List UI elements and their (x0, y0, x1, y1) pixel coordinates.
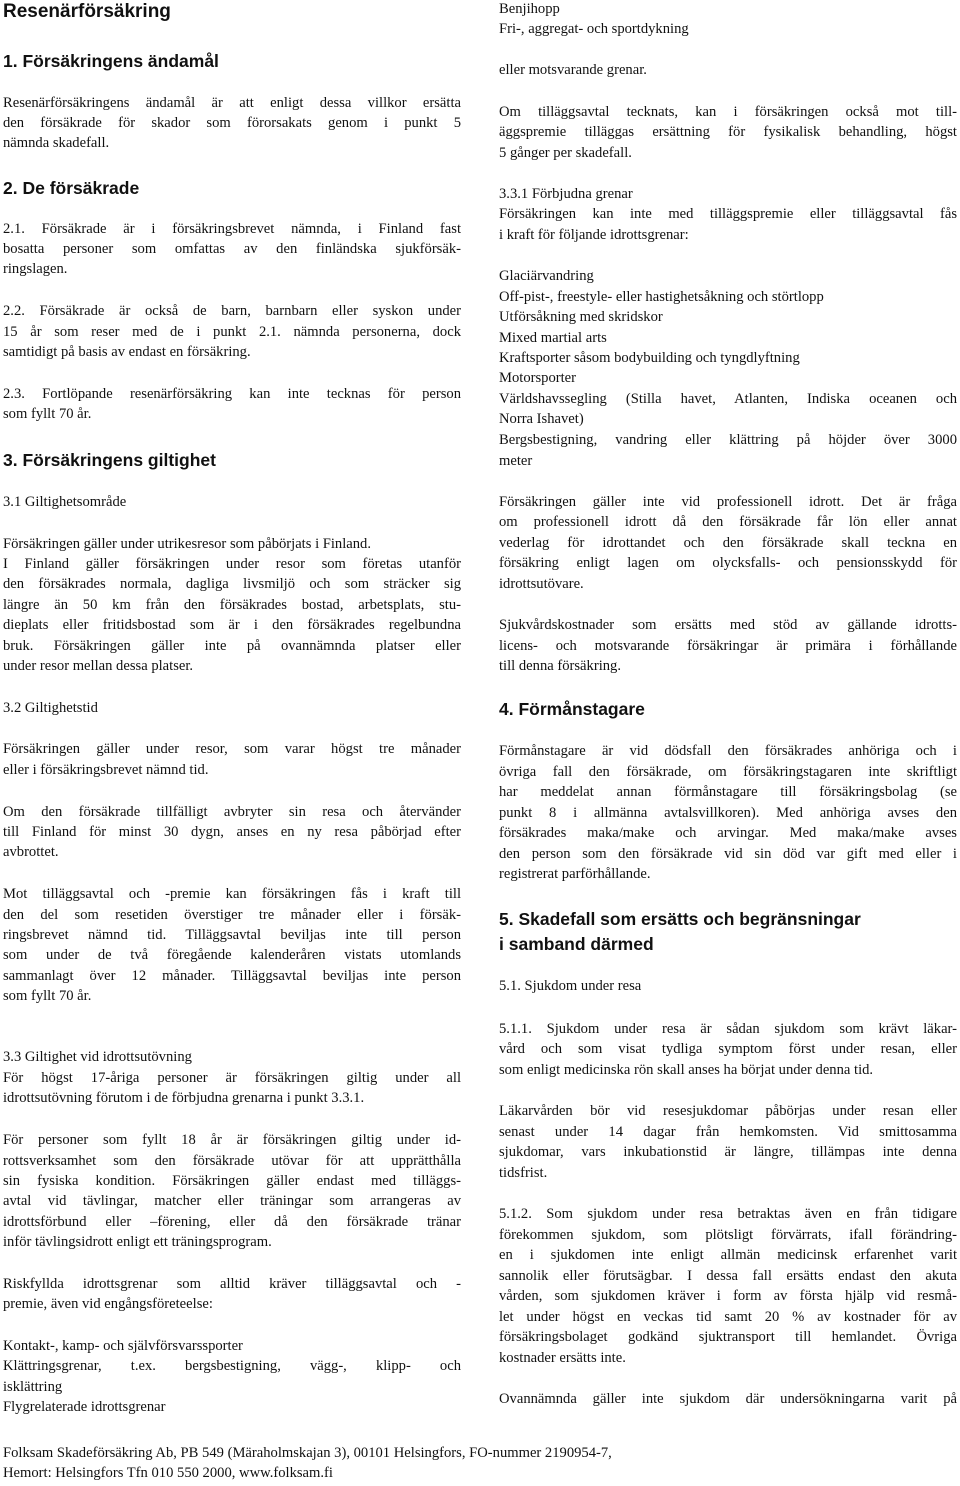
text-line: bosatta personer som omfattas av den finländska sjukförsäk- (3, 241, 461, 257)
text-line: 2.1. Försäkrade är i försäkringsbrevet nämnda, i Finland fast (3, 221, 461, 237)
text-line: 5.1.1. Sjukdom under resa är sådan sjukdom som krävt läkar- (499, 1021, 957, 1037)
text-line: om professionell idrott då den försäkrade får lön eller annat (499, 514, 957, 530)
text-line: som under de två föregående kalenderåren vistats utomlands (3, 947, 461, 963)
text-line: den person som den försäkrade vid sin död var gift med eller i (499, 846, 957, 862)
text-line: vederlag för idrottandet och den försäkrade skall teckna en (499, 535, 957, 551)
text-line: sin fysiska kondition. Försäkringen gäller endast med tilläggs- (3, 1173, 461, 1189)
text-line: Kraftsporter såsom bodybuilding och tyngdlyftning (499, 350, 800, 366)
text-line: Sjukvårdskostnader som ersätts med stöd av gällande idrotts- (499, 617, 957, 633)
text-line: bruk. Försäkringen gäller inte på ovannämnda platser eller (3, 638, 461, 654)
section-heading: 3. Försäkringens giltighet (3, 450, 216, 470)
text-line: Resenärförsäkringens ändamål är att enligt dessa villkor ersätta (3, 95, 461, 111)
text-line: Norra Ishavet) (499, 411, 584, 427)
text-line: 5 gånger per skadefall. (499, 145, 632, 161)
text-line: Kontakt-, kamp- och självförsvarssporter (3, 1338, 243, 1354)
text-line: under resor mellan dessa platser. (3, 658, 194, 674)
text-line: eller i försäkringsbrevet nämnd tid. (3, 762, 209, 778)
text-line: I Finland gäller försäkringen under resor som företas utanför (3, 556, 461, 572)
text-line: ringslagen. (3, 261, 68, 277)
text-line: punkt 8 i allmänna avtalsvillkoren). Med anhöriga avses den (499, 805, 957, 821)
text-line: Försäkringen kan inte med tilläggspremie eller tilläggsavtal fås (499, 206, 957, 222)
text-line: den del som resetiden överstiger tre månader eller i försäk- (3, 907, 461, 923)
section-heading: 4. Förmånstagare (499, 699, 645, 719)
text-line: som fyllt 70 år. (3, 988, 92, 1004)
text-line: eller motsvarande grenar. (499, 62, 647, 78)
text-line: i kraft för följande idrottsgrenar: (499, 227, 689, 243)
text-line: För högst 17-åriga personer är försäkringen giltig under all (3, 1070, 461, 1086)
section-heading: 2. De försäkrade (3, 178, 140, 198)
text-line: Flygrelaterade idrottsgrenar (3, 1399, 166, 1415)
text-line: Klättringsgrenar, t.ex. bergsbestigning, vägg-, klipp- och (3, 1358, 461, 1374)
text-line: Om den försäkrade tillfälligt avbryter sin resa och återvänder (3, 804, 461, 820)
text-line: Riskfyllda idrottsgrenar som alltid kräver tilläggsavtal och - (3, 1276, 461, 1292)
text-line: För personer som fyllt 18 år är försäkringen giltig under id- (3, 1132, 461, 1148)
text-line: som fyllt 70 år. (3, 406, 92, 422)
text-line: 2.2. Försäkrade är också de barn, barnbarn eller syskon under (3, 303, 461, 319)
section-heading: Resenärförsäkring (3, 1, 171, 22)
text-line: längre än 50 km från den försäkrades bostad, arbetsplats, stu- (3, 597, 461, 613)
text-line: rottsverksamhet som den försäkrade utövar för att upprätthålla (3, 1153, 461, 1169)
text-line: samtidigt på basis av endast en försäkring. (3, 344, 251, 360)
text-line: registrerat parförhållande. (499, 866, 651, 882)
text-line: förekommen sjukdom, som plötsligt förvärrats, ifall förändring- (499, 1227, 957, 1243)
section-heading: 1. Försäkringens ändamål (3, 51, 219, 71)
text-line: sannolik eller förutsägbar. I dessa fall ersätts endast den akuta (499, 1268, 957, 1284)
text-line: avbrottet. (3, 844, 59, 860)
text-line: till denna försäkring. (499, 658, 621, 674)
text-line: Utförsåkning med skridskor (499, 309, 663, 325)
text-line: 15 år som reser med de i punkt 2.1. nämnda personerna, dock (3, 324, 461, 340)
text-line: övriga fall den försäkrade, om försäkringstagaren inte skriftligt (499, 764, 957, 780)
text-line: dieplats eller fritidsbostad som är i den försäkrades regelbundna (3, 617, 461, 633)
text-line: försäkringsbolaget godkänd sjuktransport till hemlandet. Övriga (499, 1329, 957, 1345)
text-line: vård och som visat tydliga symptom först under resan, eller (499, 1041, 957, 1057)
text-line: 3.1 Giltighetsområde (3, 494, 127, 510)
text-line: vården, som sjukdomen kräver i form av första hjälp vid resmå- (499, 1288, 957, 1304)
text-line: idrottsutövare. (499, 576, 584, 592)
section-heading: 5. Skadefall som ersätts och begränsningar (499, 909, 861, 929)
text-line: Off-pist-, freestyle- eller hastighetsåkning och störtlopp (499, 289, 824, 305)
text-line: meter (499, 453, 533, 469)
text-line: idrottsutövning förutom i de förbjudna grenarna i punkt 3.3.1. (3, 1090, 365, 1106)
text-line: Försäkringen gäller under utrikesresor som påbörjats i Finland. (3, 536, 372, 552)
text-line: inför tävlingsidrott enligt ett träningsprogram. (3, 1234, 272, 1250)
text-line: licens- och motsvarande försäkringar är primära i förhållande (499, 638, 957, 654)
text-line: till Finland för minst 30 dygn, anses en ny resa påbörjad efter (3, 824, 461, 840)
text-line: ringsbrevet nämnd tid. Tilläggsavtal beviljas inte till person (3, 927, 461, 943)
text-line: Glaciärvandring (499, 268, 594, 284)
text-line: 5.1. Sjukdom under resa (499, 978, 642, 994)
text-line: den försäkrades normala, dagliga livsmiljö och som sträcker sig (3, 576, 461, 592)
text-line: Bergsbestigning, vandring eller klättring på höjder över 3000 (499, 432, 957, 448)
text-line: avtal vid tävlingar, matcher eller träningar som arrangeras av (3, 1193, 461, 1209)
text-line: Om tilläggsavtal tecknats, kan i försäkringen också mot till- (499, 104, 957, 120)
text-line: 3.2 Giltighetstid (3, 700, 98, 716)
text-line: isklättring (3, 1379, 63, 1395)
text-line: den försäkrade för skador som förorsakats genom i punkt 5 (3, 115, 461, 131)
text-line: idrottsförbund eller –förening, eller då den försäkrade tränar (3, 1214, 461, 1230)
text-line: Världshavssegling (Stilla havet, Atlanten, Indiska oceanen och (499, 391, 957, 407)
text-line: försäkring enligt lagen om olycksfalls- och pensionsskydd för (499, 555, 957, 571)
text-line: Motorsporter (499, 370, 577, 386)
text-line: Försäkringen gäller inte vid professionell idrott. Det är fråga (499, 494, 957, 510)
text-line: let under högst en veckas tid samt 20 % av kostnader för av (499, 1309, 957, 1325)
text-line: Fri-, aggregat- och sportdykning (499, 21, 689, 37)
text-line: nämnda skadefall. (3, 135, 110, 151)
text-line: som enligt medicinska rön skall anses ha börjat under denna tid. (499, 1062, 874, 1078)
text-line: tidsfrist. (499, 1165, 548, 1181)
text-line: Mixed martial arts (499, 330, 607, 346)
text-line: Benjihopp (499, 1, 560, 17)
text-line: Ovannämnda gäller inte sjukdom där undersökningarna varit på (499, 1391, 957, 1407)
text-line: försäkrades maka/make och arvingar. Med maka/make avses (499, 825, 957, 841)
text-line: Försäkringen gäller under resor, som varar högst tre månader (3, 741, 461, 757)
text-line: Läkarvården bör vid resesjukdomar påbörjas under resan eller (499, 1103, 957, 1119)
text-line: 5.1.2. Som sjukdom under resa betraktas även en från tidigare (499, 1206, 957, 1222)
text-line: äggspremie tilläggas ersättning för fysikalisk behandling, högst (499, 124, 957, 140)
text-line: 3.3.1 Förbjudna grenar (499, 186, 633, 202)
footer-line: Hemort: Helsingfors Tfn 010 550 2000, www.folksam.fi (3, 1465, 333, 1481)
text-line: en i sjukdomen inte enligt allmän medicinsk erfarenhet varit (499, 1247, 957, 1263)
text-line: senast under 14 dagar från hemkomsten. Vid smittosamma (499, 1124, 957, 1140)
text-line: Förmånstagare är vid dödsfall den försäkrades anhöriga och i (499, 743, 957, 759)
section-heading: i samband därmed (499, 934, 654, 954)
footer-line: Folksam Skadeförsäkring Ab, PB 549 (Märaholmskajan 3), 00101 Helsingfors, FO-nummer 2190954-7, (3, 1445, 612, 1461)
text-line: har meddelat annan förmånstagare till försäkringsbolag (se (499, 784, 957, 800)
text-line: sjukdomar, vars inkubationstid är längre, tillämpas inte denna (499, 1144, 957, 1160)
text-line: kostnader ersätts inte. (499, 1350, 626, 1366)
text-line: Mot tilläggsavtal och -premie kan försäkringen fås i kraft till (3, 886, 461, 902)
text-line: 2.3. Fortlöpande resenärförsäkring kan inte tecknas för person (3, 386, 461, 402)
text-line: 3.3 Giltighet vid idrottsutövning (3, 1049, 192, 1065)
text-line: premie, även vid engångsföreteelse: (3, 1296, 213, 1312)
text-line: sammanlagt över 12 månader. Tilläggsavtal beviljas inte person (3, 968, 461, 984)
